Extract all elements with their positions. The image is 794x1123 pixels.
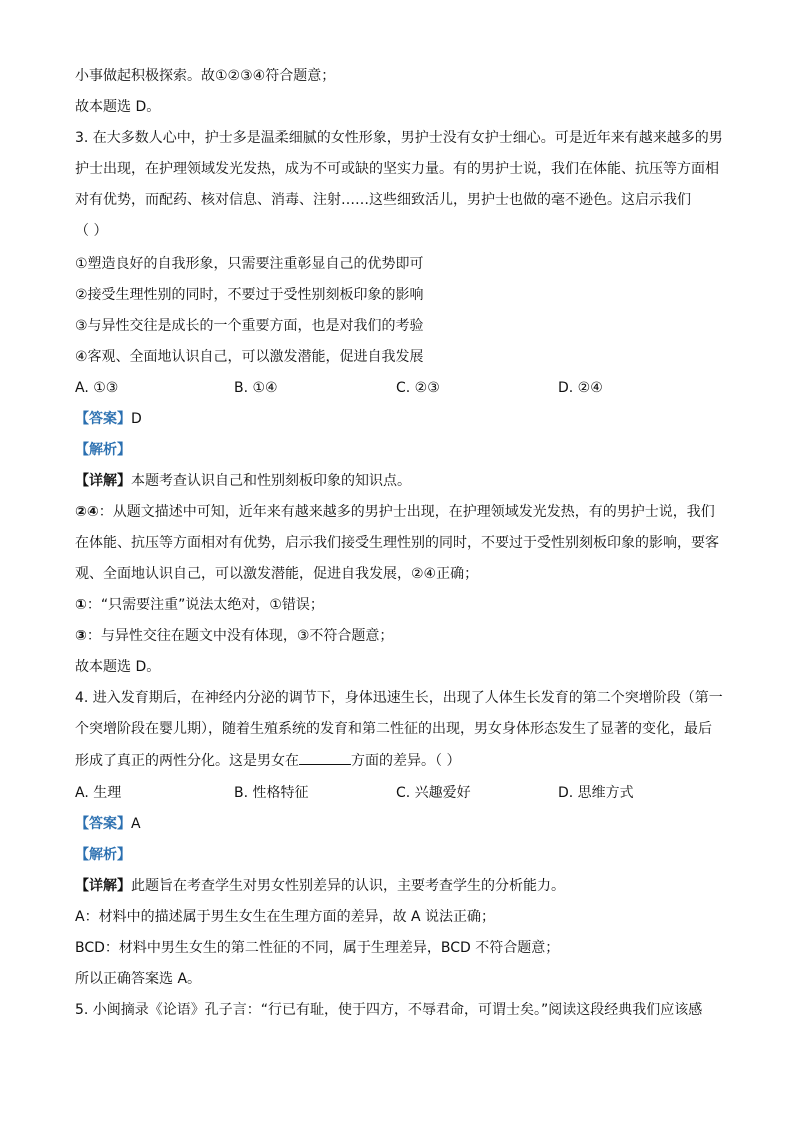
answer-tag: 【答案】	[75, 411, 131, 427]
q5-stem-line-1: 5. 小闽摘录《论语》孔子言：“行已有耻，使于四方，不辱君命，可谓士矣。”阅读这段经典我们应该感	[75, 1002, 703, 1018]
q4-detail-text: 此题旨在考查学生对男女性别差异的认识，主要考查学生的分析能力。	[131, 878, 565, 894]
q4-option-c: C. 兴趣爱好	[396, 785, 471, 801]
q3-explain-2-tag: ①	[75, 597, 87, 613]
q4-explain-a: A：材料中的描述属于男生女生在生理方面的差异，故 A 说法正确；	[75, 909, 496, 925]
q4-answer-value: A	[131, 816, 141, 832]
q4-option-b: B. 性格特征	[234, 785, 309, 801]
q3-statement-4: ④客观、全面地认识自己，可以激发潜能，促进自我发展	[75, 349, 424, 365]
q3-stem-line-1: 3. 在大多数人心中，护士多是温柔细腻的女性形象，男护士没有女护士细心。可是近年来有越来越多的男	[75, 130, 723, 146]
prev-answer-conclusion: 故本题选 D。	[75, 99, 161, 115]
q4-answer	[75, 814, 725, 834]
q3-explain-1a-text: ：从题文描述中可知，近年来有越来越多的男护士出现，在护理领域发光发热，有的男护士说，我们	[98, 504, 715, 520]
q4-stem-line-2: 个突增阶段在婴儿期），随着生殖系统的发育和第二性征的出现，男女身体形态发生了显著的变化，最后	[75, 721, 712, 737]
detail-tag: 【详解】	[75, 878, 131, 894]
q3-analysis-heading	[75, 440, 725, 460]
q3-answer-value: D	[131, 411, 142, 427]
q3-stem-line-2: 护士出现，在护理领域发光发热，成为不可或缺的坚实力量。有的男护士说，我们在体能、抗压等方面相	[75, 161, 719, 177]
q3-stem-line-3: 对有优势，而配药、核对信息、消毒、注射……这些细致活儿，男护士也做的毫不逊色。这启示我们	[75, 192, 691, 208]
q4-analysis-heading	[75, 845, 725, 865]
q3-explain-2-text: ：“只需要注重”说法太绝对，①错误；	[86, 597, 324, 613]
q3-answer	[75, 409, 725, 429]
fill-in-blank	[299, 750, 351, 765]
q3-detail	[75, 471, 725, 491]
q3-explain-3-text: ：与异性交往在题文中没有体现，③不符合题意；	[86, 628, 394, 644]
q4-stem-line-3-part-1: 形成了真正的两性分化。这是男女在	[75, 753, 299, 769]
q3-answer-paren: （ ）	[75, 223, 108, 239]
q4-stem-line-3-part-2: 方面的差异。（ ）	[351, 753, 461, 769]
q3-explain-3	[75, 626, 725, 646]
q3-explain-1a	[75, 502, 725, 522]
q3-option-c: C. ②③	[396, 380, 440, 396]
q3-explain-1b: 在体能、抗压等方面相对有优势，启示我们接受生理性别的同时，不要过于受性别刻板印象的影响，要客	[75, 535, 719, 551]
q3-explain-1c: 观、全面地认识自己，可以激发潜能，促进自我发展，②④正确；	[75, 566, 479, 582]
q3-explain-1-tag: ②④	[75, 504, 99, 520]
q3-statement-1: ①塑造良好的自我形象，只需要注重彰显自己的优势即可	[75, 256, 424, 272]
q4-stem-line-1: 4. 进入发育期后，在神经内分泌的调节下，身体迅速生长，出现了人体生长发育的第二个突增阶段（第一	[75, 690, 723, 706]
q4-explain-bcd: BCD：材料中男生女生的第二性征的不同，属于生理差异，BCD 不符合题意；	[75, 940, 560, 956]
q3-option-b: B. ①④	[234, 380, 278, 396]
q4-conclusion: 所以正确答案选 A。	[75, 971, 202, 987]
q3-conclusion: 故本题选 D。	[75, 659, 161, 675]
detail-tag: 【详解】	[75, 473, 131, 489]
q3-option-d: D. ②④	[558, 380, 603, 396]
q4-detail	[75, 876, 725, 896]
q4-option-d: D. 思维方式	[558, 785, 634, 801]
prev-answer-line: 小事做起积极探索。故①②③④符合题意；	[75, 68, 336, 84]
q3-explain-2	[75, 595, 725, 615]
analysis-tag: 【解析】	[75, 847, 131, 863]
q3-explain-3-tag: ③	[75, 628, 87, 644]
answer-tag: 【答案】	[75, 816, 131, 832]
q4-option-a: A. 生理	[75, 785, 122, 801]
q3-statement-3: ③与异性交往是成长的一个重要方面，也是对我们的考验	[75, 318, 424, 334]
analysis-tag: 【解析】	[75, 442, 131, 458]
q3-detail-text: 本题考查认识自己和性别刻板印象的知识点。	[131, 473, 411, 489]
q3-statement-2: ②接受生理性别的同时，不要过于受性别刻板印象的影响	[75, 287, 424, 303]
q4-stem-line-3	[75, 750, 725, 771]
q3-option-a: A. ①③	[75, 380, 119, 396]
